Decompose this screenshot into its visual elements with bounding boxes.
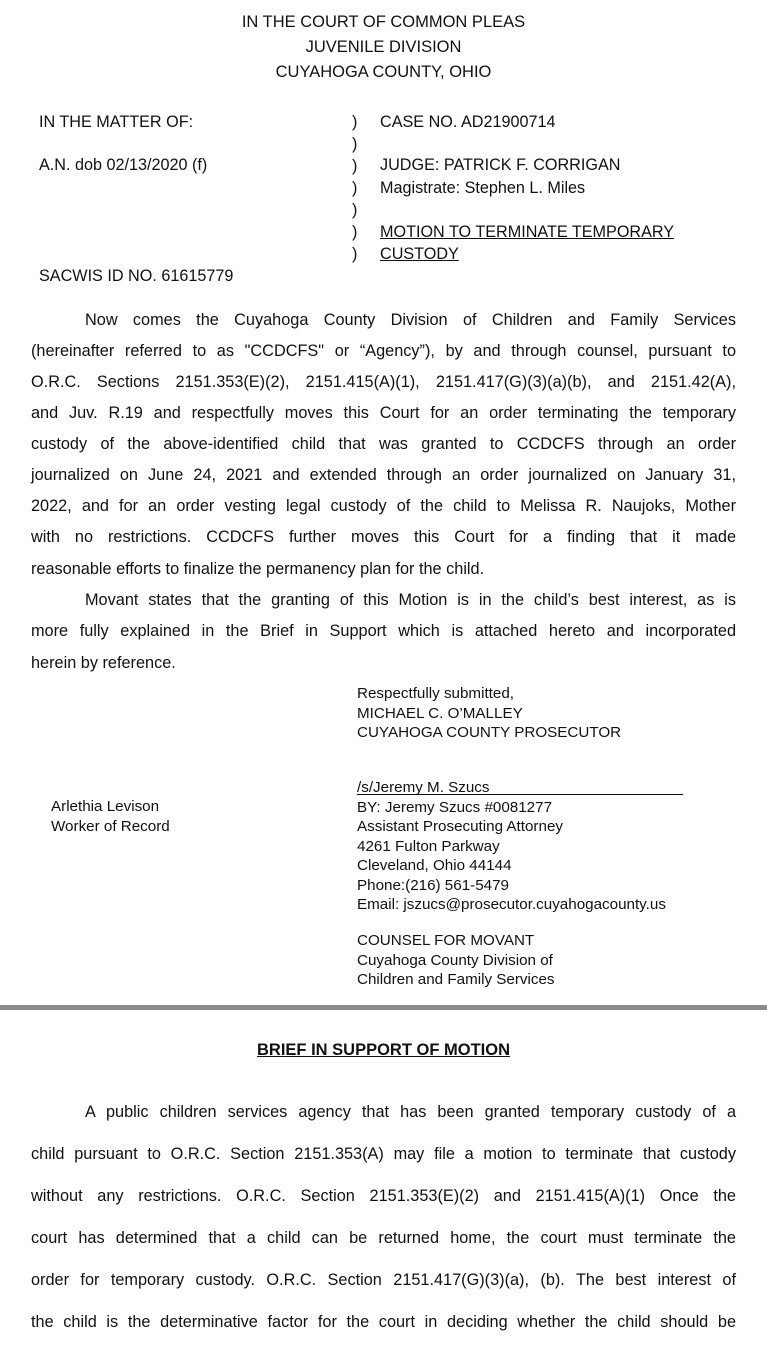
paren: ): [352, 113, 358, 131]
page-divider: [0, 1005, 767, 1010]
worker-title: Worker of Record: [51, 817, 170, 835]
attorney-role: Assistant Prosecuting Attorney: [357, 818, 563, 835]
judge-name: JUDGE: PATRICK F. CORRIGAN: [380, 156, 621, 174]
text-line: without any restrictions. O.R.C. Section 2151.353(E)(2) and 2151.415(A)(1) Once the: [31, 1187, 736, 1205]
child-identifier: A.N. dob 02/13/2020 (f): [39, 156, 208, 174]
case-number: CASE NO. AD21900714: [380, 113, 556, 131]
paren: ): [352, 245, 358, 263]
address-line-1: 4261 Fulton Parkway: [357, 837, 500, 855]
agency-line-2: Children and Family Services: [357, 971, 555, 988]
text-line: journalized on June 24, 2021 and extended through an order journalized on January 31,: [31, 466, 736, 484]
text-line: child pursuant to O.R.C. Section 2151.353(A) may file a motion to terminate that custody: [31, 1145, 736, 1163]
worker-block: [51, 797, 170, 836]
text-line: Now comes the Cuyahoga County Division of Children and Family Services: [85, 311, 736, 329]
paren: ): [352, 179, 358, 197]
text-line: 2022, and for an order vesting legal custody of the child to Melissa R. Naujoks, Mother: [31, 497, 736, 515]
address-line-2: Cleveland, Ohio 44144: [357, 857, 512, 874]
court-name: IN THE COURT OF COMMON PLEAS: [241, 13, 526, 31]
electronic-signature: /s/Jeremy M. Szucs: [357, 779, 490, 796]
counsel-label: COUNSEL FOR MOVANT: [357, 932, 535, 949]
text-line: custody of the above-identified child that was granted to CCDCFS through an order: [31, 435, 736, 453]
paren: ): [352, 223, 358, 241]
signature-line: [357, 794, 683, 795]
paren: ): [352, 135, 358, 153]
court-county: CUYAHOGA COUNTY, OHIO: [275, 63, 492, 81]
text-line: reasonable efforts to finalize the permanency plan for the child.: [31, 560, 485, 578]
magistrate-name: Magistrate: Stephen L. Miles: [380, 179, 586, 197]
text-line: Movant states that the granting of this Motion is in the child’s best interest, as is: [85, 591, 736, 609]
signature-block-attorney: [357, 778, 666, 915]
text-line: court has determined that a child can be returned home, the court must terminate the: [31, 1229, 736, 1247]
paren: ): [352, 201, 358, 219]
worker-name: Arlethia Levison: [51, 798, 160, 815]
matter-label: IN THE MATTER OF:: [39, 113, 194, 131]
sacwis-id: SACWIS ID NO. 61615779: [39, 267, 234, 285]
agency-line-1: Cuyahoga County Division of: [357, 951, 553, 969]
phone-number: Phone:(216) 561-5479: [357, 876, 509, 894]
text-line: order for temporary custody. O.R.C. Section 2151.417(G)(3)(a), (b). The best interest of: [31, 1271, 736, 1289]
text-line: more fully explained in the Brief in Support which is attached hereto and incorporated: [31, 622, 736, 640]
text-line: O.R.C. Sections 2151.353(E)(2), 2151.415(A)(1), 2151.417(G)(3)(a)(b), and 2151.42(A),: [31, 373, 736, 391]
text-line: the child is the determinative factor for the court in deciding whether the child should be: [31, 1313, 736, 1331]
text-line: A public children services agency that has been granted temporary custody of a: [85, 1103, 736, 1121]
motion-title-line2: CUSTODY: [380, 245, 459, 263]
attorney-name: BY: Jeremy Szucs #0081277: [357, 798, 553, 816]
counsel-block: [357, 931, 555, 990]
court-division: JUVENILE DIVISION: [305, 38, 462, 56]
paren: ): [352, 157, 358, 175]
brief-title: BRIEF IN SUPPORT OF MOTION: [256, 1041, 510, 1059]
signature-block-heading: [357, 684, 621, 743]
text-line: and Juv. R.19 and respectfully moves this Court for an order terminating the temporary: [31, 404, 736, 422]
respectfully-submitted: Respectfully submitted,: [357, 685, 515, 702]
motion-title-line1: MOTION TO TERMINATE TEMPORARY: [380, 223, 675, 241]
text-line: with no restrictions. CCDCFS further moves this Court for a finding that it made: [31, 528, 736, 546]
text-line: (hereinafter referred to as "CCDCFS" or “Agency”), by and through counsel, pursuant to: [31, 342, 736, 360]
prosecutor-name: MICHAEL C. O’MALLEY: [357, 704, 523, 722]
text-line: herein by reference.: [31, 654, 176, 672]
email-address: Email: jszucs@prosecutor.cuyahogacounty.us: [357, 896, 666, 913]
prosecutor-title: CUYAHOGA COUNTY PROSECUTOR: [357, 724, 622, 741]
